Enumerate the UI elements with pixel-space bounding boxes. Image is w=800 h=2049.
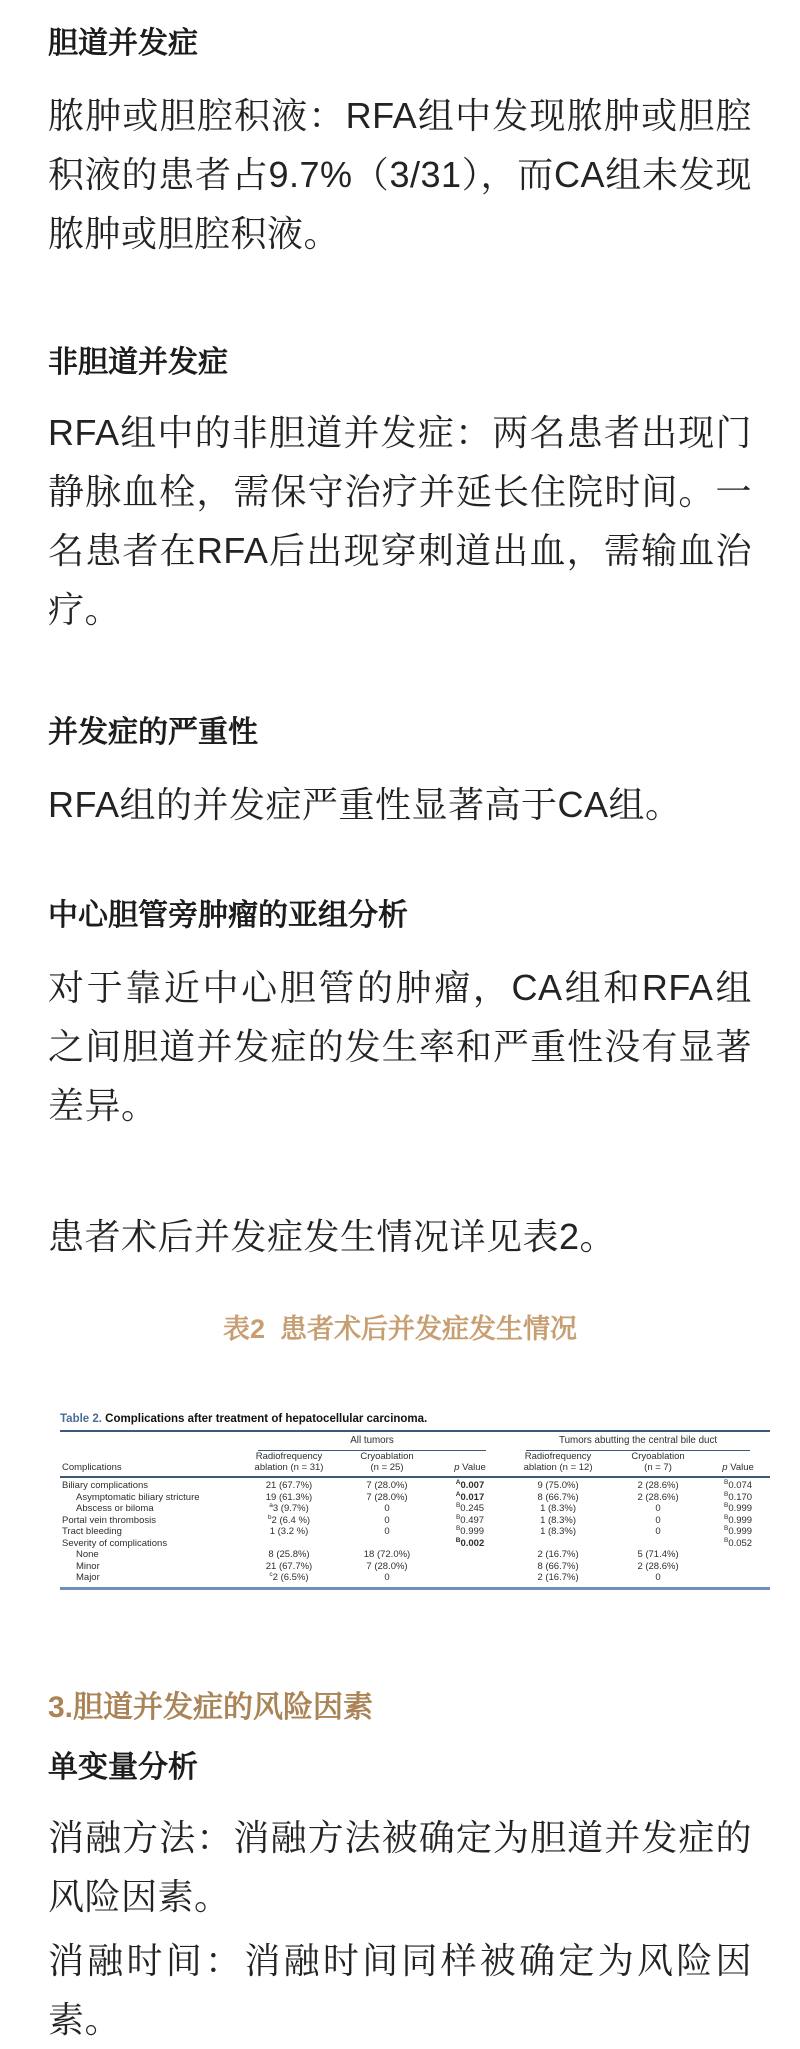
table-cell: 1 (3.2 %) [269,1526,309,1537]
heading-severity: 并发症的严重性 [48,716,258,749]
table2-caption: 表2 患者术后并发症发生情况 [222,1314,578,1344]
table-cell: 2 (16.7%) [537,1572,579,1583]
table-row [60,1477,770,1492]
row-label: Biliary complications [62,1480,149,1491]
footnote-superscript: c [269,1570,273,1578]
table-cell: 1 (8.3%) [540,1514,576,1526]
table-cell: 18 (72.0%) [363,1549,411,1560]
table2-figure [60,1412,770,1590]
paragraph-ablation-method: 消融方法：消融方法被确定为胆道并发症的风险因素。 [48,1817,752,1918]
table-cell: $^B$0.245 [455,1501,485,1514]
paragraph-severity: RFA组的并发症严重性显著高于CA组。 [48,784,682,825]
footnote-superscript: B [455,1501,461,1509]
table-cell: 8 (25.8%) [268,1549,310,1560]
table-cell [610,1538,706,1550]
paragraph-table-note: 患者术后并发症发生情况详见表2。 [48,1216,617,1257]
table-cell [706,1561,770,1573]
heading-biliary-complications: 胆道并发症 [48,27,198,60]
table-cell: 21 (67.7%) [265,1480,313,1491]
table-cell: 0 [384,1514,390,1526]
table-cell: 0 [384,1526,390,1537]
table-cell: 2 (28.6%) [637,1560,679,1572]
table-row [60,1503,770,1515]
table-cell: $^a$3 (9.7%) [269,1501,309,1514]
footnote-superscript: B [455,1524,461,1532]
col-rfa-12: Radiofrequency ablation (n = 12) [506,1451,610,1477]
heading-univariate-analysis: 单变量分析 [48,1751,198,1785]
table-row [60,1515,770,1527]
table-cell: 21 (67.7%) [265,1560,313,1572]
table-row [60,1526,770,1538]
paragraph-ablation-time: 消融时间：消融时间同样被确定为风险因素。 [48,1940,752,2041]
table-cell: $^B$0.002 [455,1536,485,1549]
paragraph-abscess-biloma: 脓肿或胆腔积液：RFA组中发现脓肿或胆腔积液的患者占9.7%（3/31），而CA组未发现脓肿或胆腔积液。 [48,95,752,254]
footnote-superscript: B [455,1513,461,1521]
table-cell: 1 (8.3%) [540,1503,576,1514]
table-cell: 19 (61.3%) [265,1491,313,1503]
table-cell [434,1549,506,1561]
group-all-tumors: All tumors [238,1431,506,1451]
table-cell [238,1538,340,1550]
complications-table [60,1430,770,1590]
footnote-superscript: B [455,1536,461,1544]
table-cell: $^A$0.007 [455,1478,485,1491]
footnote-superscript: A [455,1478,461,1486]
heading-subgroup-analysis: 中心胆管旁肿瘤的亚组分析 [48,899,408,932]
table2-body [60,1477,770,1589]
col-cryo-7: Cryoablation (n = 7) [610,1451,706,1477]
col-rfa-31: Radiofrequency ablation (n = 31) [238,1451,340,1477]
table-cell: $^B$0.999 [723,1524,753,1537]
table-cell: $^B$0.999 [723,1513,753,1526]
table-cell: $^b$2 (6.4 %) [267,1513,311,1526]
table-cell [706,1572,770,1588]
table-cell: $^B$0.497 [455,1513,485,1526]
row-label: Asymptomatic biliary stricture [76,1491,200,1503]
footnote-superscript: B [723,1501,729,1509]
row-label: Major [76,1572,100,1583]
table-corner-cell [60,1431,238,1451]
table-cell: 0 [384,1572,390,1583]
table-cell [340,1538,434,1550]
article-page [0,26,800,2049]
heading-risk-factors: 3.胆道并发症的风险因素 [48,1690,374,1724]
col-p-value-1: p Value [434,1451,506,1477]
table-cell: 5 (71.4%) [637,1549,679,1560]
footnote-superscript: a [269,1501,273,1509]
table-cell: 1 (8.3%) [540,1526,576,1537]
table2-title [60,1412,770,1426]
table-header-row [60,1451,770,1477]
table-cell [506,1538,610,1550]
footnote-superscript: B [723,1513,729,1521]
table-cell: 8 (66.7%) [537,1560,579,1572]
table-cell: 9 (75.0%) [537,1480,579,1491]
table-cell: 7 (28.0%) [366,1480,408,1491]
table-cell: 7 (28.0%) [366,1491,408,1503]
table-cell: $^B$0.999 [723,1501,753,1514]
table-row [60,1549,770,1561]
table-cell: 2 (16.7%) [537,1549,579,1560]
table-cell: 0 [384,1503,390,1514]
table-cell: 0 [655,1514,661,1526]
paragraph-subgroup: 对于靠近中心胆管的肿瘤，CA组和RFA组之间胆道并发症的发生率和严重性没有显著差异。 [48,967,752,1126]
table-cell: $^B$0.170 [723,1490,753,1503]
table-row [60,1492,770,1504]
table-cell [706,1549,770,1561]
table2-title-number: Table 2. [60,1413,102,1425]
table-cell: $^c$2 (6.5%) [269,1570,309,1583]
row-label: Tract bleeding [62,1526,122,1537]
table-cell: 8 (66.7%) [537,1491,579,1503]
table-cell: $^B$0.074 [723,1478,753,1491]
table-row [60,1538,770,1550]
footnote-superscript: B [723,1524,729,1532]
group-tumors-abutting: Tumors abutting the central bile duct [506,1431,770,1451]
col-cryo-25: Cryoablation (n = 25) [340,1451,434,1477]
footnote-superscript: A [455,1490,461,1498]
table-group-row [60,1431,770,1451]
col-complications: Complications [60,1451,238,1477]
heading-nonbiliary-complications: 非胆道并发症 [48,346,228,379]
table-row [60,1572,770,1588]
table-cell: $^A$0.017 [455,1490,485,1503]
footnote-superscript: B [723,1536,729,1544]
row-label: Minor [76,1560,100,1572]
table-cell: 0 [655,1526,661,1537]
table-cell: $^B$0.052 [723,1536,753,1549]
table-cell: 2 (28.6%) [637,1480,679,1491]
footnote-superscript: b [267,1513,272,1521]
table-cell: 0 [655,1572,661,1583]
footnote-superscript: B [723,1478,729,1486]
table-cell: $^B$0.999 [455,1524,485,1537]
table-cell [434,1572,506,1588]
row-label: None [76,1549,99,1560]
table-row [60,1561,770,1573]
paragraph-nonbiliary: RFA组中的非胆道并发症：两名患者出现门静脉血栓，需保守治疗并延长住院时间。一名患者在RFA后出现穿刺道出血，需输血治疗。 [48,412,752,630]
table-cell: 0 [655,1503,661,1514]
table-cell: 7 (28.0%) [366,1560,408,1572]
table2-title-text: Complications after treatment of hepatocellular carcinoma. [105,1413,428,1425]
table-cell [434,1561,506,1573]
row-label: Abscess or biloma [76,1503,154,1514]
footnote-superscript: B [723,1490,729,1498]
table-cell: 2 (28.6%) [637,1491,679,1503]
col-p-value-2: p Value [706,1451,770,1477]
row-label: Portal vein thrombosis [62,1514,156,1526]
row-label: Severity of complications [62,1537,168,1549]
